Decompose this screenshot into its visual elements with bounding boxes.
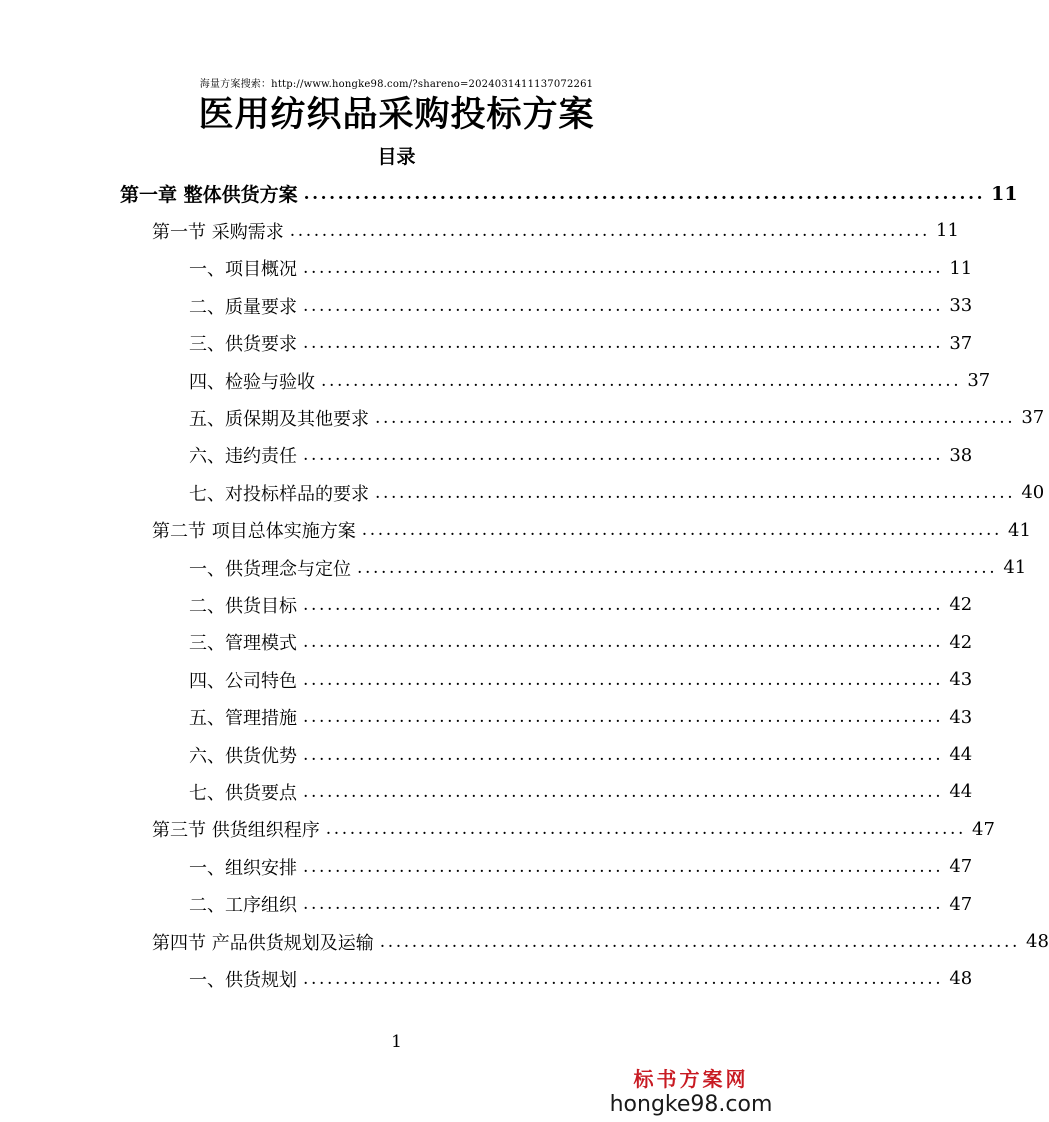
toc-entry-page: 41 (1008, 519, 1031, 541)
toc-entry-label: 七、对投标样品的要求 (189, 483, 369, 505)
toc-entry[interactable] (0, 287, 973, 324)
toc-entry-page: 11 (949, 257, 973, 279)
toc-leader-dots: ................................................................................ (379, 931, 1021, 952)
toc-entry-label: 第二节 项目总体实施方案 (152, 521, 356, 543)
document-title: 医用纺织品采购投标方案 (198, 94, 595, 135)
toc-leader-dots: ................................................................................ (303, 594, 944, 615)
toc-entry-label: 三、管理模式 (189, 633, 297, 655)
toc-entry-page: 37 (1021, 407, 1045, 429)
toc-entry-page: 41 (1003, 557, 1027, 578)
toc-entry-page: 48 (949, 968, 973, 990)
toc-entry-label: 五、管理措施 (189, 708, 297, 730)
toc-leader-dots: ................................................................................ (303, 295, 944, 316)
toc-entry[interactable] (0, 960, 973, 997)
toc-leader-dots: ................................................................................ (375, 407, 1016, 428)
page-number: 1 (391, 1032, 402, 1052)
watermark-cn: 标书方案网 (633, 1067, 749, 1091)
toc-entry-page: 11 (991, 182, 1018, 205)
toc-entry-page: 43 (949, 669, 973, 691)
toc-entry-page: 37 (949, 332, 973, 354)
toc-leader-dots: ................................................................................ (303, 894, 944, 915)
toc-entry-page: 38 (949, 444, 973, 466)
toc-entry-label: 第一章 整体供货方案 (120, 184, 298, 206)
toc-entry-page: 33 (949, 295, 973, 317)
toc-entry[interactable] (0, 661, 973, 698)
toc-entry-label: 六、供货优势 (189, 745, 297, 767)
toc-leader-dots: ................................................................................ (303, 856, 944, 877)
toc-entry[interactable] (0, 923, 1049, 960)
toc-entry[interactable] (0, 886, 973, 923)
toc-entry-label: 第一节 采购需求 (152, 221, 284, 243)
toc-leader-dots: ................................................................................ (303, 333, 944, 354)
toc-leader-dots: ................................................................................ (357, 557, 998, 578)
toc-entry-page: 47 (949, 856, 973, 878)
toc-entry-label: 七、供货要点 (189, 782, 297, 804)
toc-entry-page: 44 (949, 781, 973, 803)
toc-entry-page: 44 (949, 744, 973, 765)
toc-entry[interactable] (0, 212, 959, 249)
toc-entry[interactable] (0, 773, 973, 810)
toc-leader-dots: ................................................................................ (325, 819, 967, 840)
toc-entry[interactable] (0, 250, 973, 287)
toc-entry-page: 42 (949, 631, 973, 653)
toc-entry-label: 三、供货要求 (189, 334, 297, 356)
toc-entry-page: 40 (1021, 482, 1045, 504)
toc-entry[interactable] (0, 399, 1045, 436)
toc-entry[interactable] (0, 362, 991, 399)
toc-leader-dots: ................................................................................ (303, 744, 944, 765)
toc-entry[interactable] (0, 437, 973, 474)
toc-leader-dots: ................................................................................ (321, 370, 962, 391)
watermark-en: hongke98.com (609, 1092, 773, 1117)
toc-entry-page: 47 (972, 818, 995, 840)
toc-entry-page: 11 (936, 220, 959, 242)
header-url: 海量方案搜索：http://www.hongke98.com/?shareno=2024031411137072261 (199, 79, 594, 90)
toc-leader-dots: ................................................................................ (303, 183, 986, 204)
toc-entry[interactable] (0, 848, 973, 885)
toc-entry-page: 43 (949, 706, 973, 728)
toc-entry[interactable] (0, 512, 1031, 549)
toc-entry-label: 一、供货规划 (189, 969, 297, 991)
toc-entry-label: 第四节 产品供货规划及运输 (152, 932, 374, 954)
toc-entry-page: 42 (949, 594, 973, 616)
toc-entry-label: 一、项目概况 (189, 259, 297, 281)
toc-entry[interactable] (0, 586, 973, 623)
toc-entry-page: 48 (1026, 931, 1049, 952)
toc-entry-label: 五、质保期及其他要求 (189, 408, 369, 430)
toc-entry-label: 二、工序组织 (189, 895, 297, 917)
toc-heading: 目录 (377, 146, 416, 168)
toc-leader-dots: ................................................................................ (303, 707, 944, 728)
toc-leader-dots: ................................................................................ (303, 445, 944, 466)
toc-entry-label: 四、检验与验收 (189, 371, 315, 393)
toc-entry[interactable] (0, 474, 1045, 511)
toc-entry[interactable] (0, 624, 973, 661)
toc-leader-dots: ................................................................................ (375, 482, 1016, 503)
toc-entry[interactable] (0, 811, 995, 848)
toc-leader-dots: ................................................................................ (303, 968, 944, 989)
toc-leader-dots: ................................................................................ (303, 632, 944, 653)
toc-leader-dots: ................................................................................ (361, 520, 1003, 541)
toc-entry[interactable] (0, 325, 973, 362)
toc-entry-label: 一、组织安排 (189, 857, 297, 879)
toc-entry[interactable] (0, 699, 973, 736)
toc-entry-label: 二、供货目标 (189, 595, 297, 617)
toc-leader-dots: ................................................................................ (289, 220, 931, 241)
toc-entry[interactable] (0, 549, 1027, 586)
toc-entry[interactable] (0, 175, 1018, 212)
toc-entry-label: 二、质量要求 (189, 296, 297, 318)
watermark-logo (601, 1063, 781, 1118)
toc-leader-dots: ................................................................................ (303, 258, 944, 279)
toc-entry[interactable] (0, 736, 973, 773)
toc-entry-page: 47 (949, 893, 973, 915)
toc-entry-label: 一、供货理念与定位 (189, 558, 351, 580)
toc-leader-dots: ................................................................................ (303, 669, 944, 690)
toc-entry-label: 六、违约责任 (189, 446, 297, 468)
toc-entry-page: 37 (967, 370, 991, 391)
toc-entry-label: 第三节 供货组织程序 (152, 820, 320, 842)
toc-leader-dots: ................................................................................ (303, 781, 944, 802)
toc-entry-label: 四、公司特色 (189, 670, 297, 692)
